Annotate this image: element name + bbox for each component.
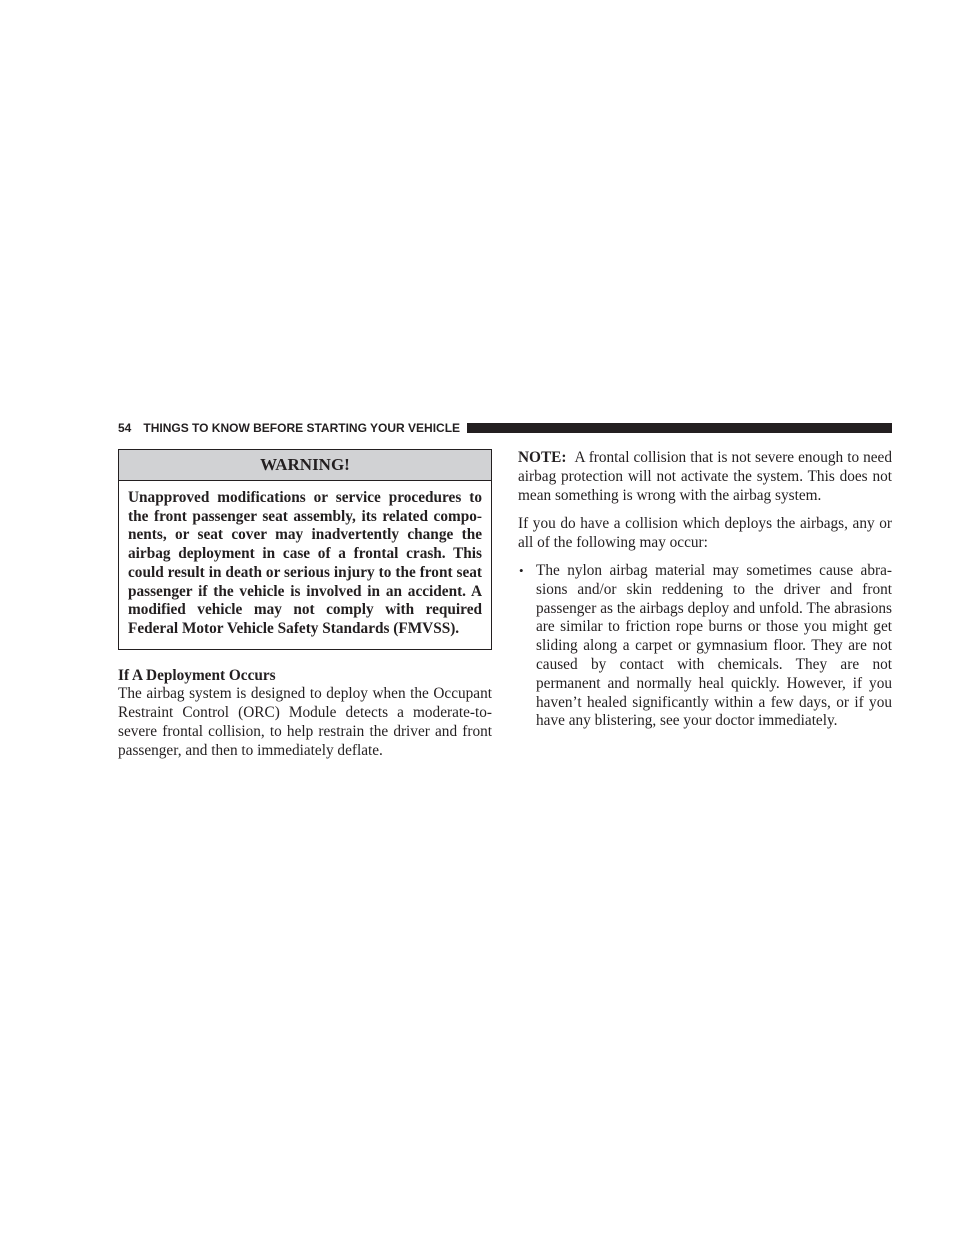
left-column bbox=[118, 449, 492, 761]
section-title: THINGS TO KNOW BEFORE STARTING YOUR VEHICLE bbox=[143, 421, 461, 435]
header-rule bbox=[467, 423, 892, 433]
right-column bbox=[518, 449, 892, 731]
page-header bbox=[118, 420, 892, 436]
collision-intro: If you do have a collision which deploys the airbags, any or all of the following may occur: bbox=[518, 514, 892, 551]
deployment-heading: If A Deployment Occurs bbox=[118, 666, 276, 684]
page-number: 54 bbox=[118, 421, 132, 435]
bullet-marker: • bbox=[519, 562, 524, 578]
note-paragraph bbox=[518, 449, 892, 505]
list-item bbox=[518, 562, 892, 731]
note-text: A frontal collision that is not severe enough to need airbag protection will not activate the system. This does not mean something is wrong with the airbag system. bbox=[518, 449, 892, 504]
warning-box bbox=[118, 449, 492, 650]
deployment-paragraph: The airbag system is designed to deploy when the Occupant Restraint Control (ORC) Module detects a moderate-to-severe frontal collision, to help restrain the driver and front passenger, and then to immediately deflate. bbox=[118, 685, 492, 759]
list-item-text: The nylon airbag material may sometimes cause abrasions and/or skin reddening to the driver and front passenger as the airbags deploy and unfold. The abrasions are similar to friction rope burns or those you might get sliding along a carpet or gymnasium floor. They are not caused by contact with chemicals. They are not permanent and normally heal quickly. However, if you haven’t healed significantly within a few days, or if you have any blistering, see your doctor immediately. bbox=[536, 561, 892, 730]
warning-body: Unapproved modifications or service procedures to the front passenger seat assembly, its related components, or seat cover may inadvertently change the airbag deployment in case of a frontal crash. This could result in death or serious injury to the front seat passenger if the vehicle is involved in an accident. A modified vehicle may not comply with required Federal Motor Vehicle Safety Standards (FMVSS). bbox=[128, 489, 482, 637]
warning-title: WARNING! bbox=[119, 450, 491, 481]
note-label: NOTE: bbox=[518, 449, 567, 466]
effects-list bbox=[518, 562, 892, 731]
